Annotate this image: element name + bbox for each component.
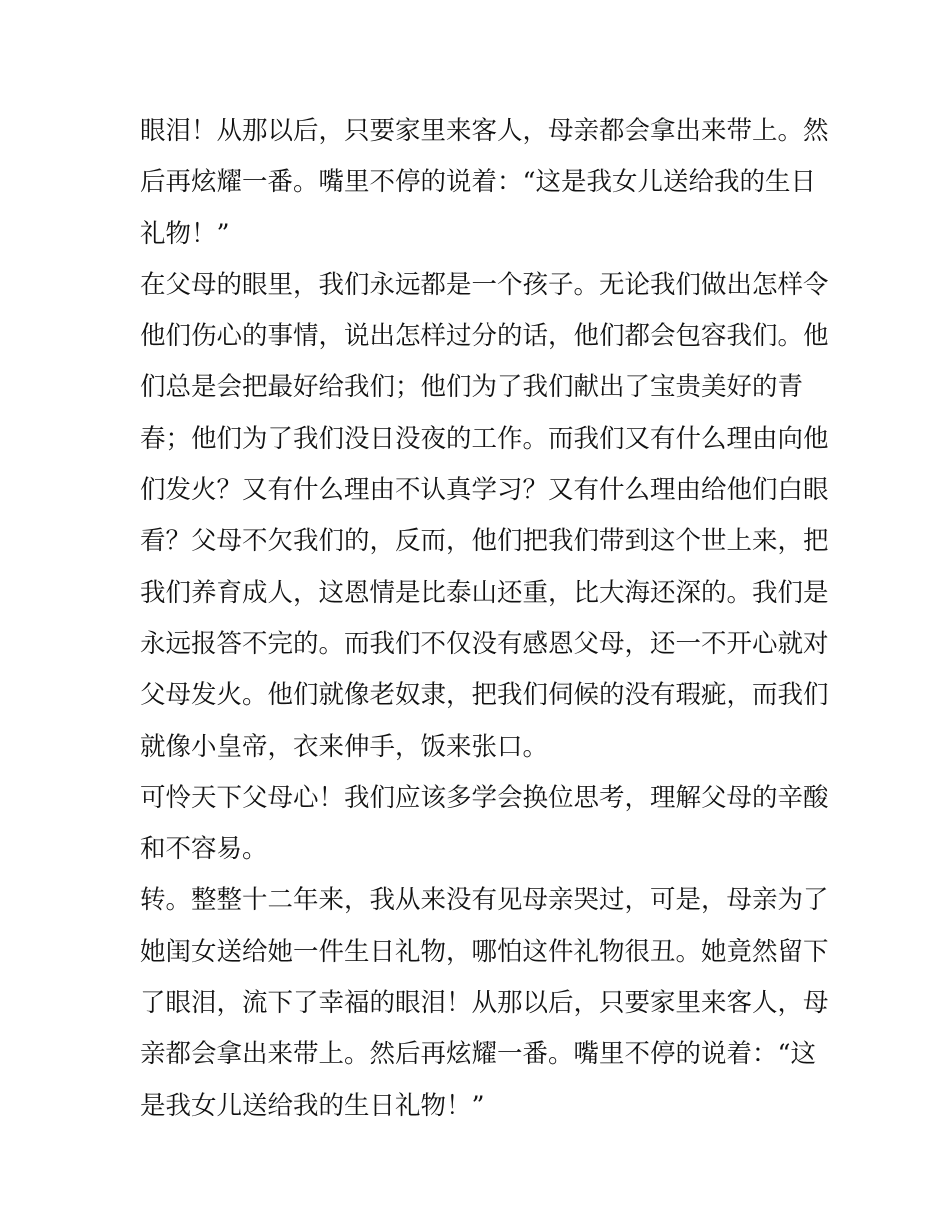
text-line: 眼泪！从那以后，只要家里来客人，母亲都会拿出来带上。然: [140, 116, 829, 146]
text-line: 礼物！”: [140, 218, 230, 249]
text-line: 和不容易。: [140, 834, 268, 865]
text-line: 父母发火。他们就像老奴隶，把我们伺候的没有瑕疵，而我们: [140, 680, 829, 711]
text-line: 看？父母不欠我们的，反而，他们把我们带到这个世上来，把: [140, 526, 829, 557]
text-line: 她闺女送给她一件生日礼物，哪怕这件礼物很丑。她竟然留下: [140, 936, 829, 967]
text-line: 后再炫耀一番。嘴里不停的说着：“这是我女儿送给我的生日: [140, 167, 817, 198]
text-line: 转。整整十二年来，我从来没有见母亲哭过，可是，母亲为了: [140, 885, 829, 916]
text-line: 就像小皇帝，衣来伸手，饭来张口。: [140, 731, 549, 762]
text-line: 们发火？又有什么理由不认真学习？又有什么理由给他们白眼: [140, 475, 829, 506]
text-line: 他们伤心的事情，说出怎样过分的话，他们都会包容我们。他: [140, 321, 829, 352]
text-line: 春；他们为了我们没日没夜的工作。而我们又有什么理由向他: [140, 423, 829, 454]
document-body: [140, 106, 829, 1132]
text-line: 我们养育成人，这恩情是比泰山还重，比大海还深的。我们是: [140, 577, 829, 608]
text-line: 是我女儿送给我的生日礼物！”: [140, 1090, 485, 1121]
text-line: 们总是会把最好给我们；他们为了我们献出了宝贵美好的青: [140, 372, 804, 403]
text-line: 在父母的眼里，我们永远都是一个孩子。无论我们做出怎样令: [140, 269, 829, 300]
text-line: 了眼泪，流下了幸福的眼泪！从那以后，只要家里来客人，母: [140, 988, 829, 1019]
text-line: 亲都会拿出来带上。然后再炫耀一番。嘴里不停的说着：“这: [140, 1039, 817, 1070]
text-line: 可怜天下父母心！我们应该多学会换位思考，理解父母的辛酸: [140, 782, 829, 813]
text-line: 永远报答不完的。而我们不仅没有感恩父母，还一不开心就对: [140, 628, 829, 659]
